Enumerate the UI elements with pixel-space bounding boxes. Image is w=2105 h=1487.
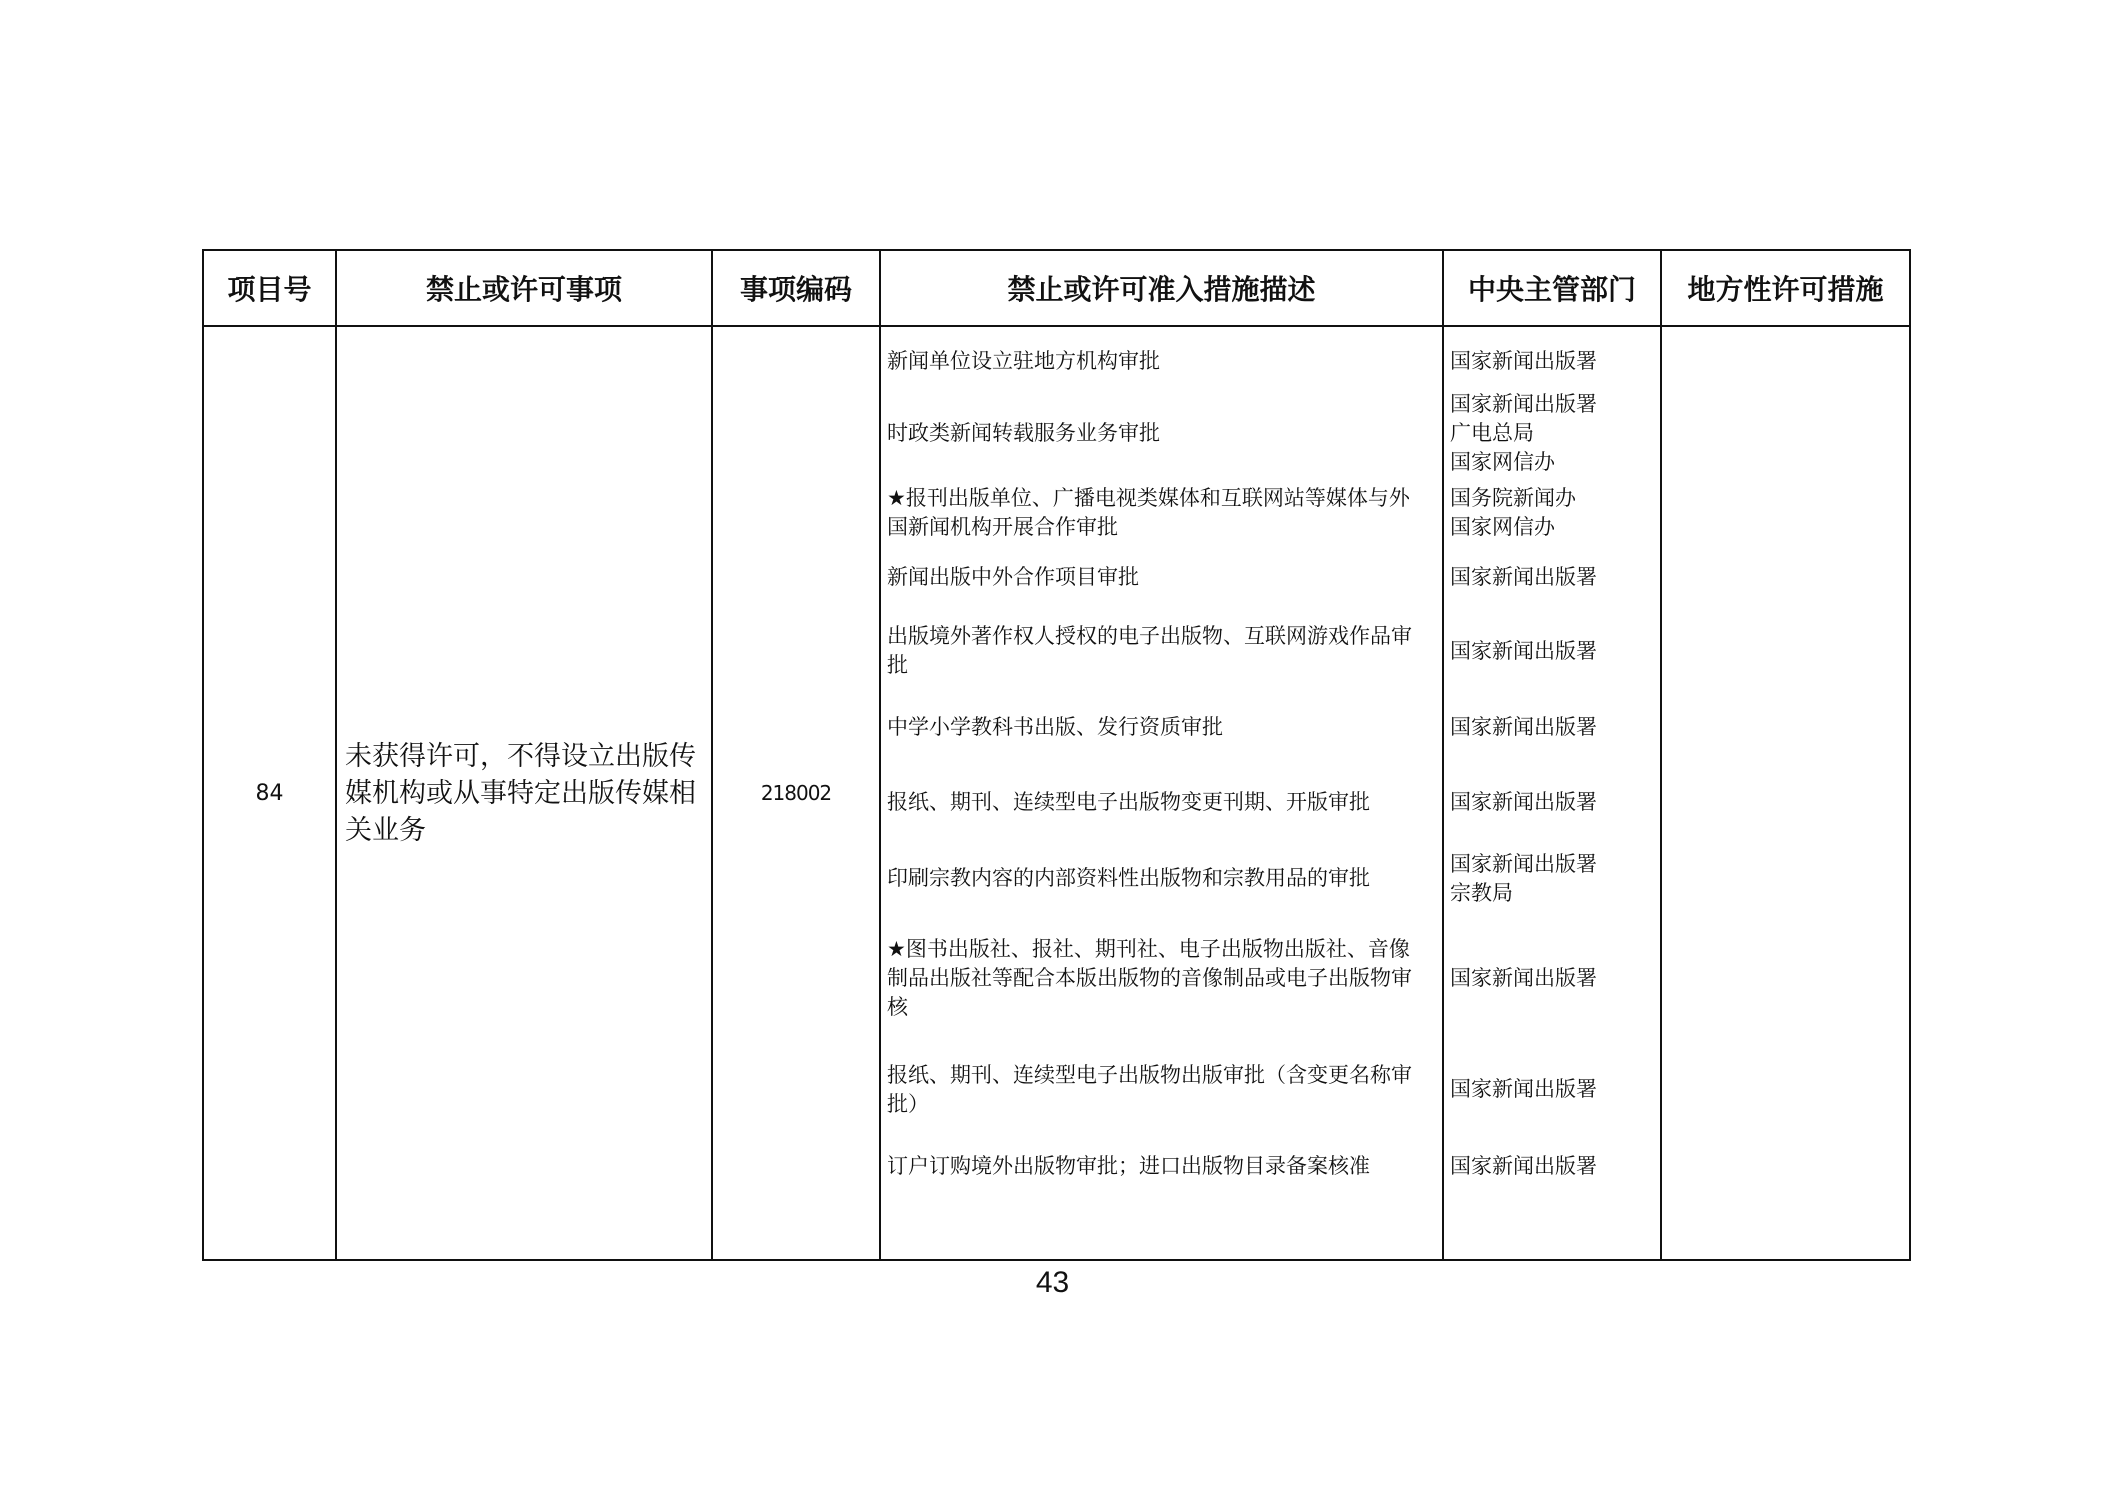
header-central-department: 中央主管部门 xyxy=(1443,250,1661,326)
department-item: 国家新闻出版署 宗教局 xyxy=(1450,851,1597,905)
description-item: 新闻单位设立驻地方机构审批 xyxy=(887,348,1160,373)
item-number-cell: 84 xyxy=(203,326,336,1260)
description-item: ★报刊出版单位、广播电视类媒体和互联网站等媒体与外国新闻机构开展合作审批 xyxy=(887,486,1410,539)
table-header-row xyxy=(203,250,1910,326)
header-measure-description: 禁止或许可准入措施描述 xyxy=(880,250,1443,326)
department-item: 国家新闻出版署 xyxy=(1450,1077,1597,1101)
description-item: 报纸、期刊、连续型电子出版物变更刊期、开版审批 xyxy=(887,790,1370,814)
central-department-cell xyxy=(1443,326,1661,1260)
description-item: 订户订购境外出版物审批；进口出版物目录备案核准 xyxy=(887,1153,1370,1178)
measure-description-cell xyxy=(880,326,1443,1260)
department-item: 国家新闻出版署 xyxy=(1450,565,1597,589)
description-item: 印刷宗教内容的内部资料性出版物和宗教用品的审批 xyxy=(887,866,1370,890)
department-item: 国务院新闻办 国家网信办 xyxy=(1450,486,1576,539)
permit-table xyxy=(202,249,1911,1261)
description-item: 时政类新闻转载服务业务审批 xyxy=(887,421,1160,445)
item-code-cell: 218002 xyxy=(712,326,880,1260)
permit-item-cell: 未获得许可，不得设立出版传媒机构或从事特定出版传媒相关业务 xyxy=(336,326,712,1260)
local-measures-cell xyxy=(1661,326,1910,1260)
department-item: 国家新闻出版署 xyxy=(1450,1153,1597,1178)
header-item-number: 项目号 xyxy=(203,250,336,326)
table-row xyxy=(203,326,1910,1260)
department-item: 国家新闻出版署 xyxy=(1450,966,1597,990)
department-item: 国家新闻出版署 广电总局 国家网信办 xyxy=(1450,392,1597,474)
department-item: 国家新闻出版署 xyxy=(1450,348,1597,373)
page-number: 43 xyxy=(1035,1266,1070,1299)
header-item-code: 事项编码 xyxy=(712,250,880,326)
department-item: 国家新闻出版署 xyxy=(1450,790,1597,814)
description-item: 中学小学教科书出版、发行资质审批 xyxy=(887,714,1223,739)
department-item: 国家新闻出版署 xyxy=(1450,714,1597,739)
description-item: 报纸、期刊、连续型电子出版物出版审批（含变更名称审批） xyxy=(887,1062,1412,1116)
department-item: 国家新闻出版署 xyxy=(1450,638,1597,663)
description-item: ★图书出版社、报社、期刊社、电子出版物出版社、音像制品出版社等配合本版出版物的音像制品或电子出版物审核 xyxy=(887,937,1412,1019)
department-list xyxy=(1444,327,1660,1259)
description-list xyxy=(881,327,1442,1259)
description-item: 新闻出版中外合作项目审批 xyxy=(887,565,1139,589)
header-local-measures: 地方性许可措施 xyxy=(1661,250,1910,326)
description-item: 出版境外著作权人授权的电子出版物、互联网游戏作品审批 xyxy=(887,624,1412,677)
header-permit-item: 禁止或许可事项 xyxy=(336,250,712,326)
